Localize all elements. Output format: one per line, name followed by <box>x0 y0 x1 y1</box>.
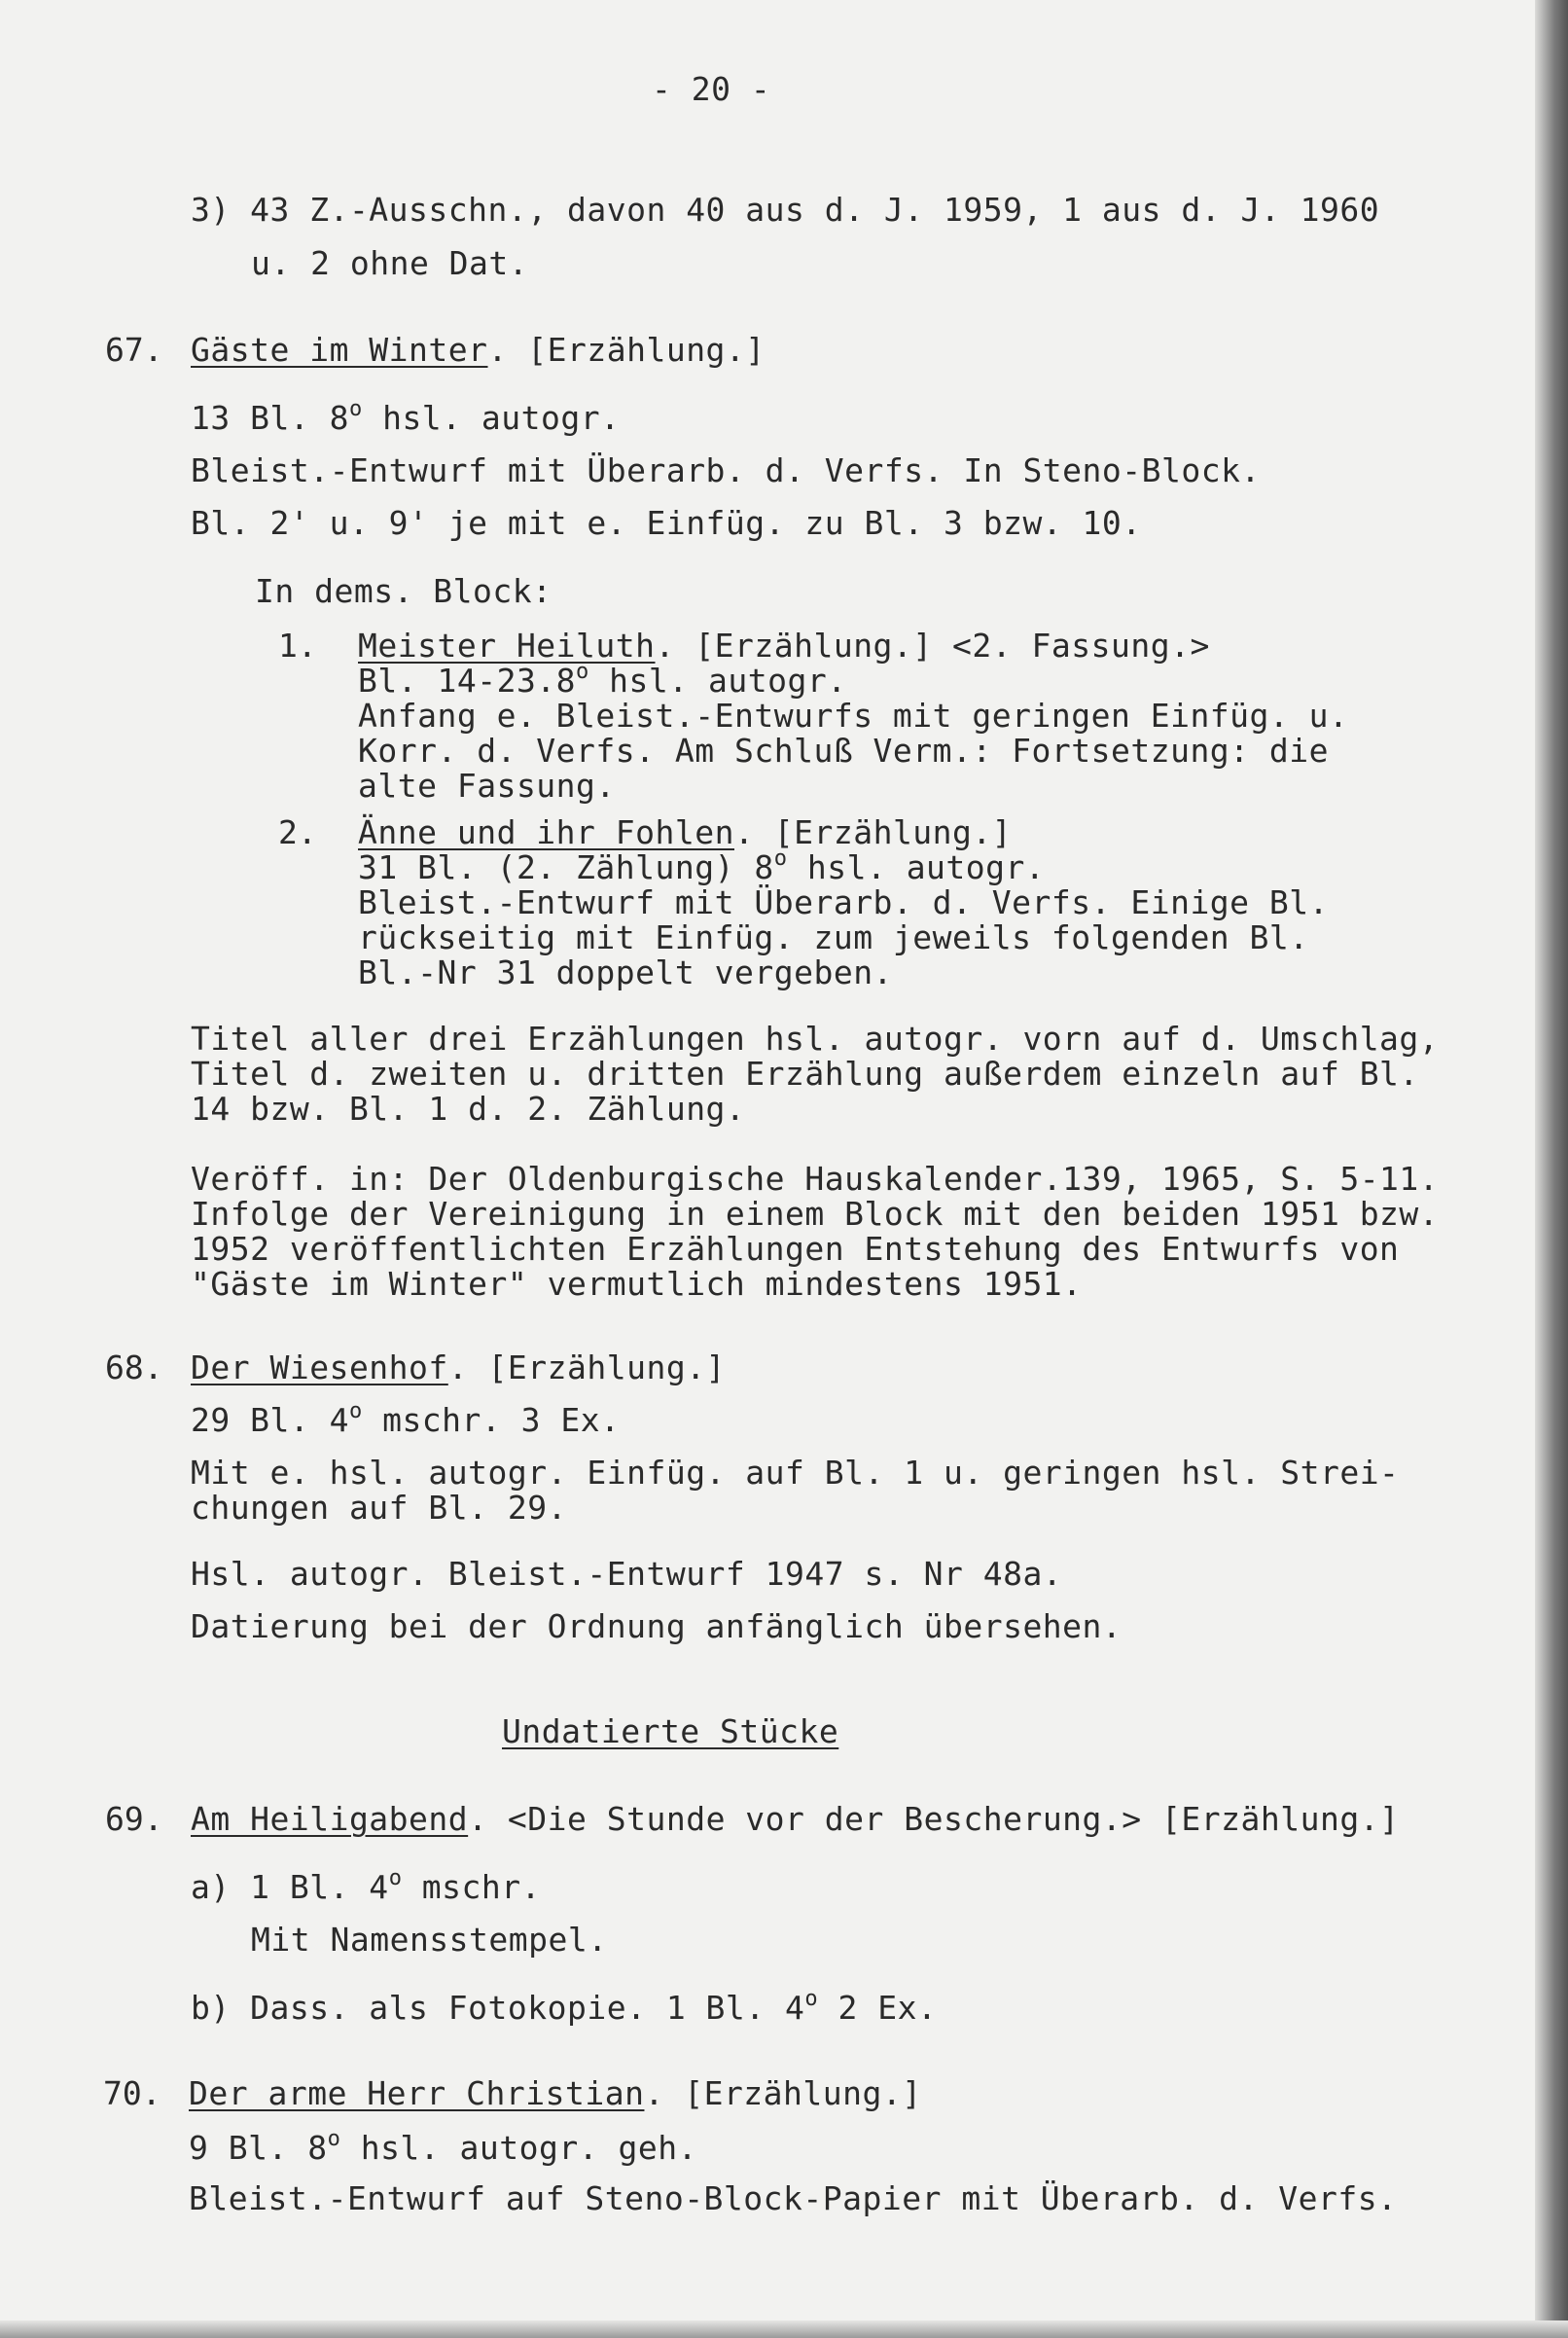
desc-text: 9 Bl. 8 <box>189 2129 328 2167</box>
note-line: 3) 43 Z.-Ausschn., davon 40 aus d. J. 1959, 1 aus d. J. 1960 <box>191 191 1380 229</box>
note-line: 14 bzw. Bl. 1 d. 2. Zählung. <box>191 1090 746 1128</box>
desc-text: a) 1 Bl. 4 <box>191 1868 389 1906</box>
entry-line: Bleist.-Entwurf auf Steno-Block-Papier mit Überarb. d. Verfs. <box>189 2179 1398 2217</box>
block-intro: In dems. Block: <box>255 572 552 610</box>
entry-line: Bl. 2' u. 9' je mit e. Einfüg. zu Bl. 3 bzw. 10. <box>191 504 1142 542</box>
note-line: Titel aller drei Erzählungen hsl. autogr. vorn auf d. Umschlag, <box>191 1020 1440 1058</box>
entry-title-suffix: . [Erzählung.] <box>487 331 766 369</box>
format-degree: o <box>327 2127 341 2151</box>
sub-title-suffix: . [Erzählung.] <2. Fassung.> <box>655 627 1210 665</box>
desc-text: Bl. 14-23.8 <box>358 662 577 700</box>
format-degree: o <box>388 1866 403 1890</box>
variant-a <box>191 1866 542 1906</box>
publication-note: Veröff. in: Der Oldenburgische Hauskalender.139, 1965, S. 5-11. <box>191 1160 1440 1198</box>
desc-text: hsl. autogr. <box>362 399 621 437</box>
section-heading: Undatierte Stücke <box>502 1712 839 1750</box>
variant-b <box>191 1987 938 2027</box>
entry-heading <box>191 333 766 368</box>
format-degree: o <box>576 660 589 684</box>
entry-heading <box>189 2076 922 2111</box>
format-degree: o <box>348 397 363 421</box>
sub-line: Korr. d. Verfs. Am Schluß Verm.: Fortsetzung: die <box>358 732 1330 770</box>
sub-heading <box>358 815 1012 850</box>
note-line: u. 2 ohne Dat. <box>251 244 529 282</box>
entry-title: Am Heiligabend <box>191 1800 469 1838</box>
desc-text: mschr. 3 Ex. <box>362 1401 621 1439</box>
publication-note: "Gäste im Winter" vermutlich mindestens 1951. <box>191 1265 1083 1303</box>
entry-line: Mit e. hsl. autogr. Einfüg. auf Bl. 1 u. geringen hsl. Strei- <box>191 1454 1400 1492</box>
publication-note: 1952 veröffentlichten Erzählungen Entstehung des Entwurfs von <box>191 1230 1400 1268</box>
page-number: - 20 - <box>652 70 771 108</box>
entry-line: Datierung bei der Ordnung anfänglich übersehen. <box>191 1607 1123 1645</box>
desc-text: 2 Ex. <box>818 1989 938 2027</box>
desc-text: 29 Bl. 4 <box>191 1401 349 1439</box>
format-degree: o <box>773 846 788 871</box>
desc-text: hsl. autogr. <box>588 662 847 700</box>
entry-title: Der Wiesenhof <box>191 1349 448 1386</box>
entry-title-suffix: . [Erzählung.] <box>644 2074 922 2112</box>
format-degree: o <box>348 1399 363 1423</box>
entry-heading <box>191 1802 1399 1837</box>
note-line: Titel d. zweiten u. dritten Erzählung außerdem einzeln auf Bl. <box>191 1055 1419 1093</box>
sub-heading <box>358 629 1210 664</box>
entry-title-suffix: . [Erzählung.] <box>447 1349 726 1386</box>
sub-title: Änne und ihr Fohlen <box>358 813 734 851</box>
sub-line: Bleist.-Entwurf mit Überarb. d. Verfs. Einige Bl. <box>358 883 1330 921</box>
sub-title: Meister Heiluth <box>358 627 656 665</box>
entry-number: 70. <box>103 2074 161 2112</box>
entry-title: Gäste im Winter <box>191 331 488 369</box>
entry-line: Hsl. autogr. Bleist.-Entwurf 1947 s. Nr 48a. <box>191 1555 1063 1593</box>
entry-title-suffix: . <Die Stunde vor der Bescherung.> [Erzählung.] <box>468 1800 1400 1838</box>
sub-title-suffix: . [Erzählung.] <box>734 813 1013 851</box>
sub-line: Anfang e. Bleist.-Entwurfs mit geringen Einfüg. u. <box>358 697 1349 735</box>
desc-text: hsl. autogr. <box>787 848 1046 886</box>
sub-line: rückseitig mit Einfüg. zum jeweils folgenden Bl. <box>358 918 1309 956</box>
entry-desc <box>189 2127 697 2167</box>
entry-heading <box>191 1350 726 1385</box>
sub-number: 2. <box>278 813 317 851</box>
entry-title: Der arme Herr Christian <box>189 2074 645 2112</box>
variant-a-note: Mit Namensstempel. <box>251 1921 608 1959</box>
entry-line: chungen auf Bl. 29. <box>191 1489 567 1527</box>
entry-number: 69. <box>105 1800 163 1838</box>
format-degree: o <box>804 1987 819 2011</box>
sub-desc <box>358 660 847 700</box>
entry-desc <box>191 397 621 437</box>
entry-number: 68. <box>105 1349 163 1386</box>
entry-line: Bleist.-Entwurf mit Überarb. d. Verfs. In Steno-Block. <box>191 451 1261 489</box>
publication-note: Infolge der Vereinigung in einem Block mit den beiden 1951 bzw. <box>191 1195 1440 1233</box>
desc-text: b) Dass. als Fotokopie. 1 Bl. 4 <box>191 1989 805 2027</box>
sub-desc <box>358 846 1046 886</box>
entry-desc <box>191 1399 621 1439</box>
page-bottom-edge <box>0 2320 1568 2338</box>
desc-text: 31 Bl. (2. Zählung) 8 <box>358 848 774 886</box>
desc-text: hsl. autogr. geh. <box>340 2129 697 2167</box>
sub-line: Bl.-Nr 31 doppelt vergeben. <box>358 953 893 991</box>
sub-number: 1. <box>278 627 317 665</box>
page-edge-shadow <box>1535 0 1568 2338</box>
desc-text: 13 Bl. 8 <box>191 399 349 437</box>
entry-number: 67. <box>105 331 163 369</box>
desc-text: mschr. <box>402 1868 542 1906</box>
sub-line: alte Fassung. <box>358 767 616 805</box>
